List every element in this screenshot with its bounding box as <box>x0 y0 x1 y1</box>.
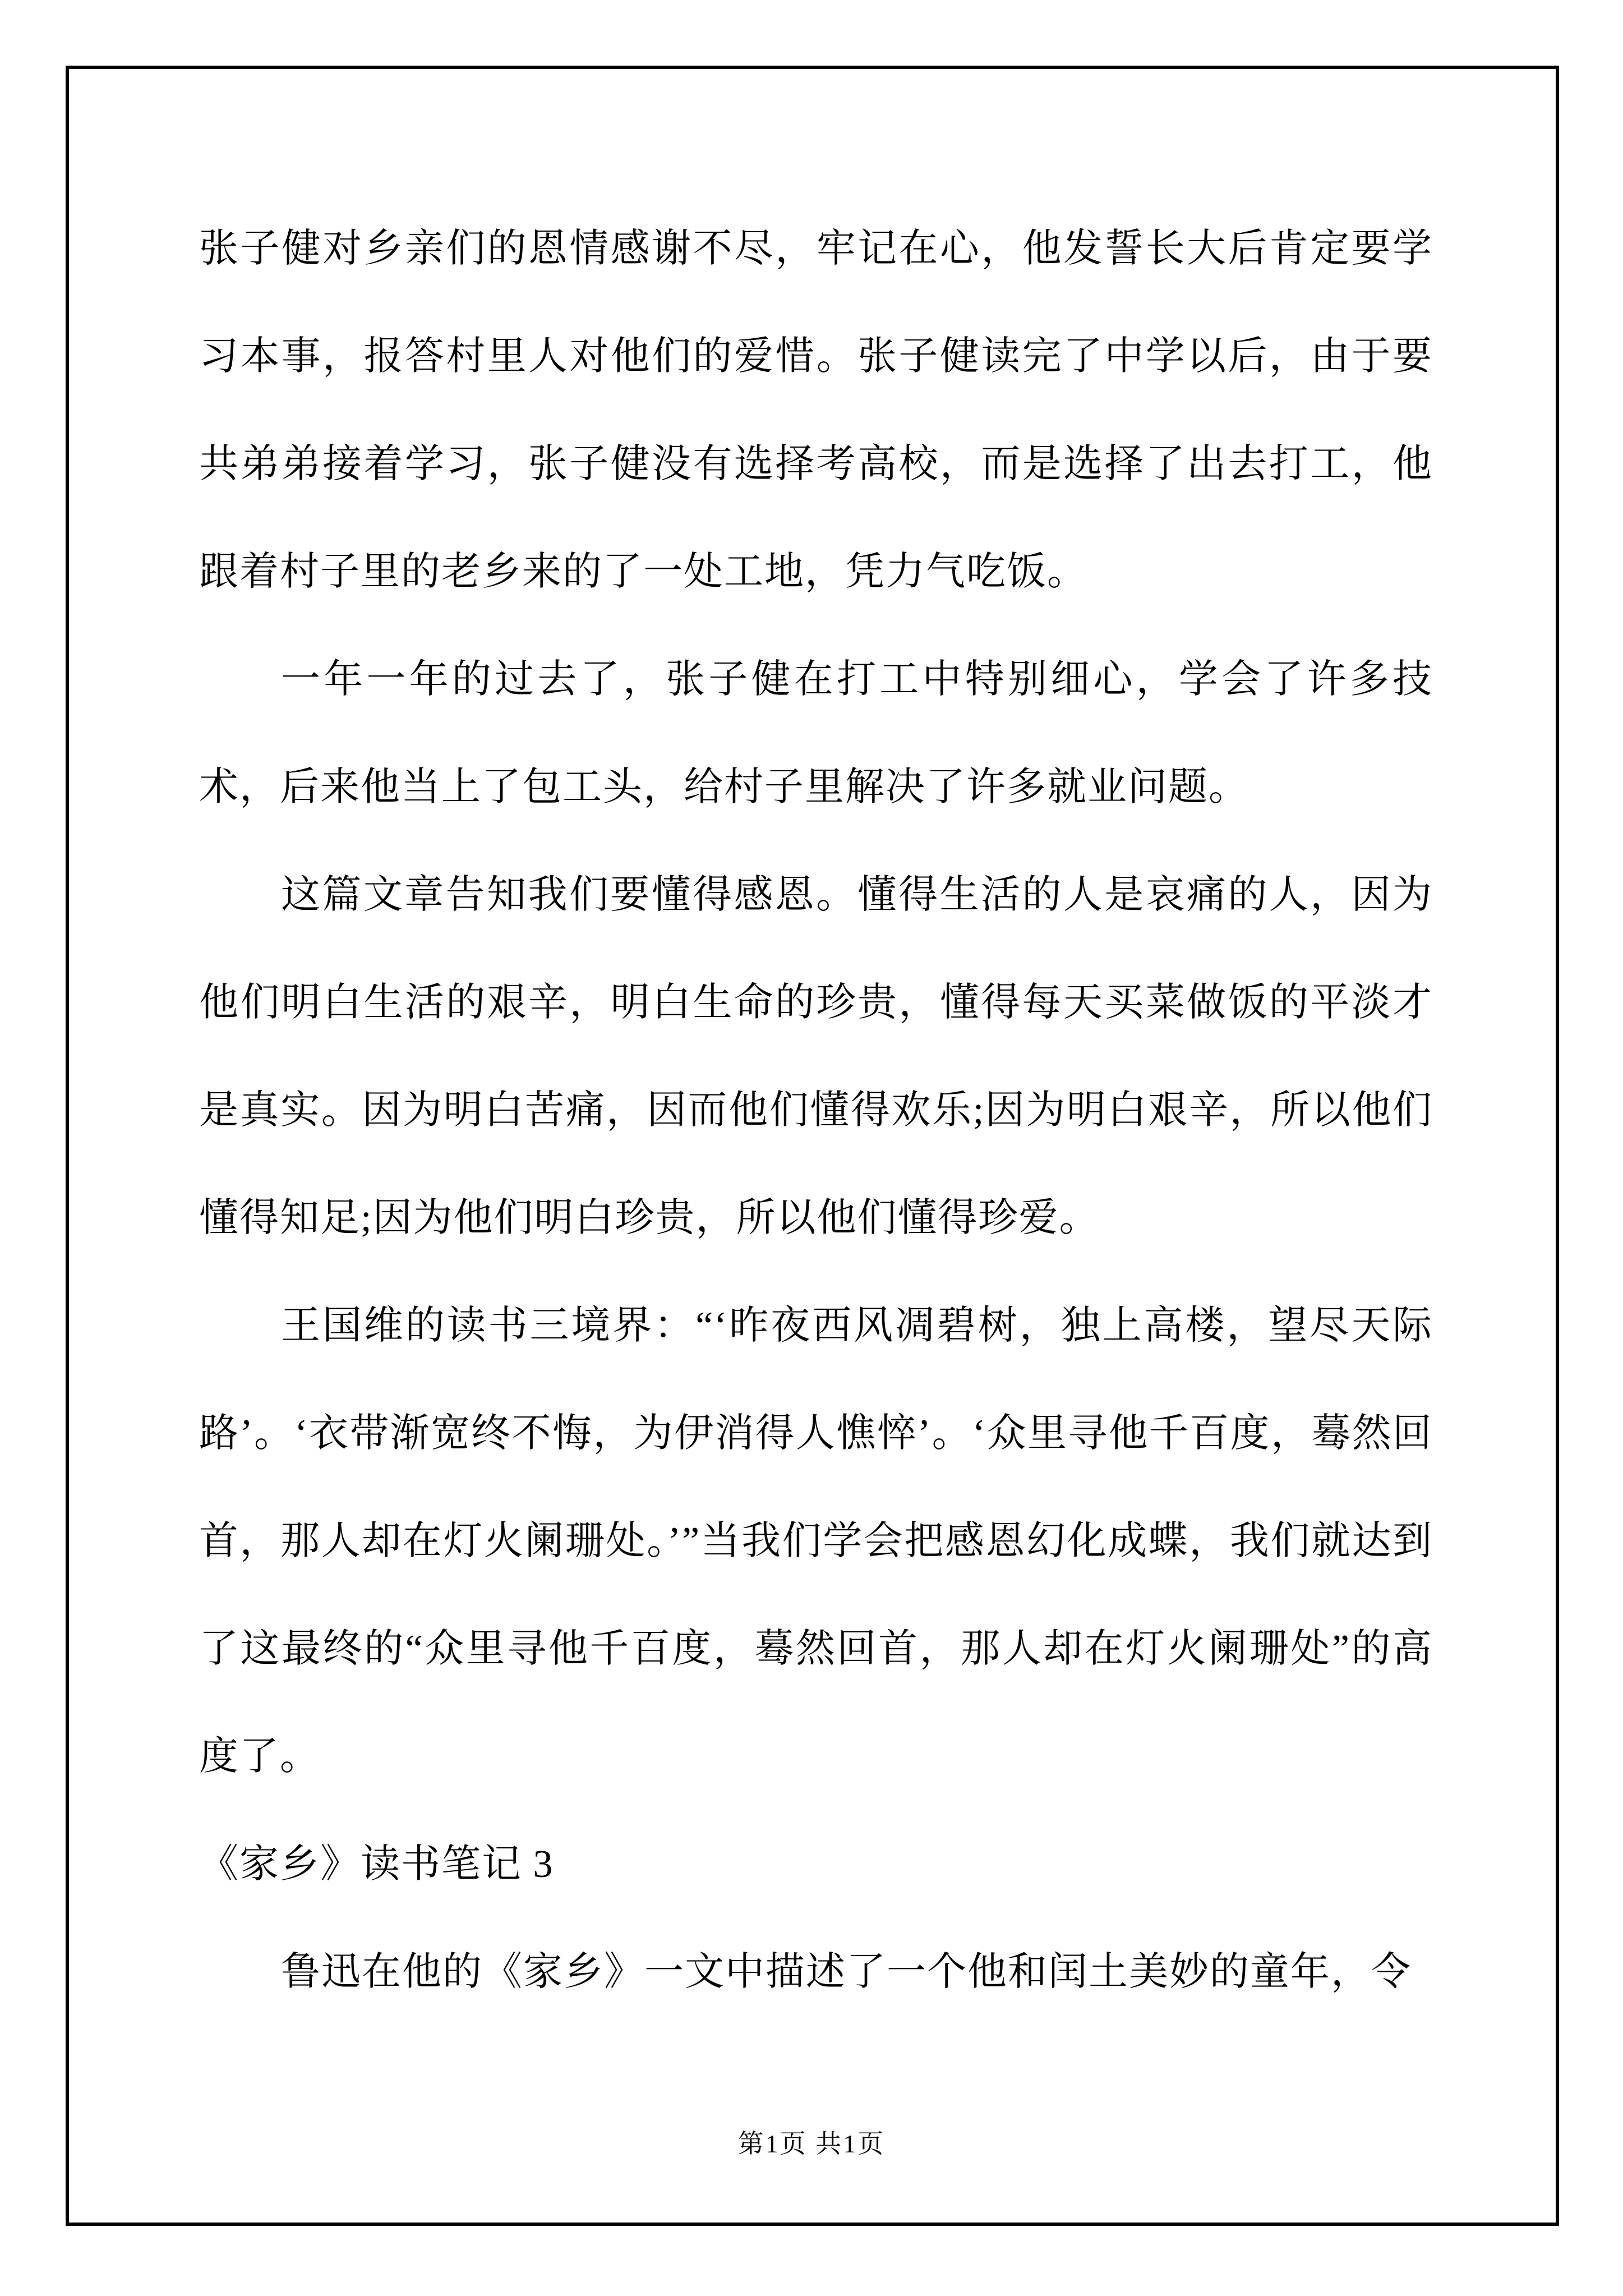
document-content <box>199 195 1433 2026</box>
paragraph: 张子健对乡亲们的恩情感谢不尽，牢记在心，他发誓长大后肯定要学习本事，报答村里人对他们的爱惜。张子健读完了中学以后，由于要共弟弟接着学习，张子健没有选择考高校，而是选择了出去打工，他跟着村子里的老乡来的了一处工地，凭力气吃饭。 <box>199 227 1433 593</box>
paragraph: 鲁迅在他的《家乡》一文中描述了一个他和闰土美妙的童年，令 <box>281 1950 1412 1994</box>
paragraph: 王国维的读书三境界：“‘昨夜西风凋碧树，独上高楼，望尽天际路’。‘衣带渐宽终不悔，为伊消得人憔悴’。‘众里寻他千百度，蓦然回首，那人却在灯火阑珊处。’”当我们学会把感恩幻化成蝶，我们就达到了这最终的“众里寻他千百度，蓦然回首，那人却在灯火阑珊处”的高度了。 <box>199 1304 1433 1778</box>
page-number-label: 第1页 共1页 <box>737 2129 886 2158</box>
paragraph: 这篇文章告知我们要懂得感恩。懂得生活的人是哀痛的人，因为他们明白生活的艰辛，明白生命的珍贵，懂得每天买菜做饭的平淡才是真实。因为明白苦痛，因而他们懂得欢乐;因为明白艰辛，所以他们懂得知足;因为他们明白珍贵，所以他们懂得珍爱。 <box>199 873 1433 1240</box>
paragraph: 一年一年的过去了，张子健在打工中特别细心，学会了许多技术，后来他当上了包工头，给村子里解决了许多就业问题。 <box>199 658 1433 809</box>
section-heading: 《家乡》读书笔记 3 <box>199 1843 554 1886</box>
